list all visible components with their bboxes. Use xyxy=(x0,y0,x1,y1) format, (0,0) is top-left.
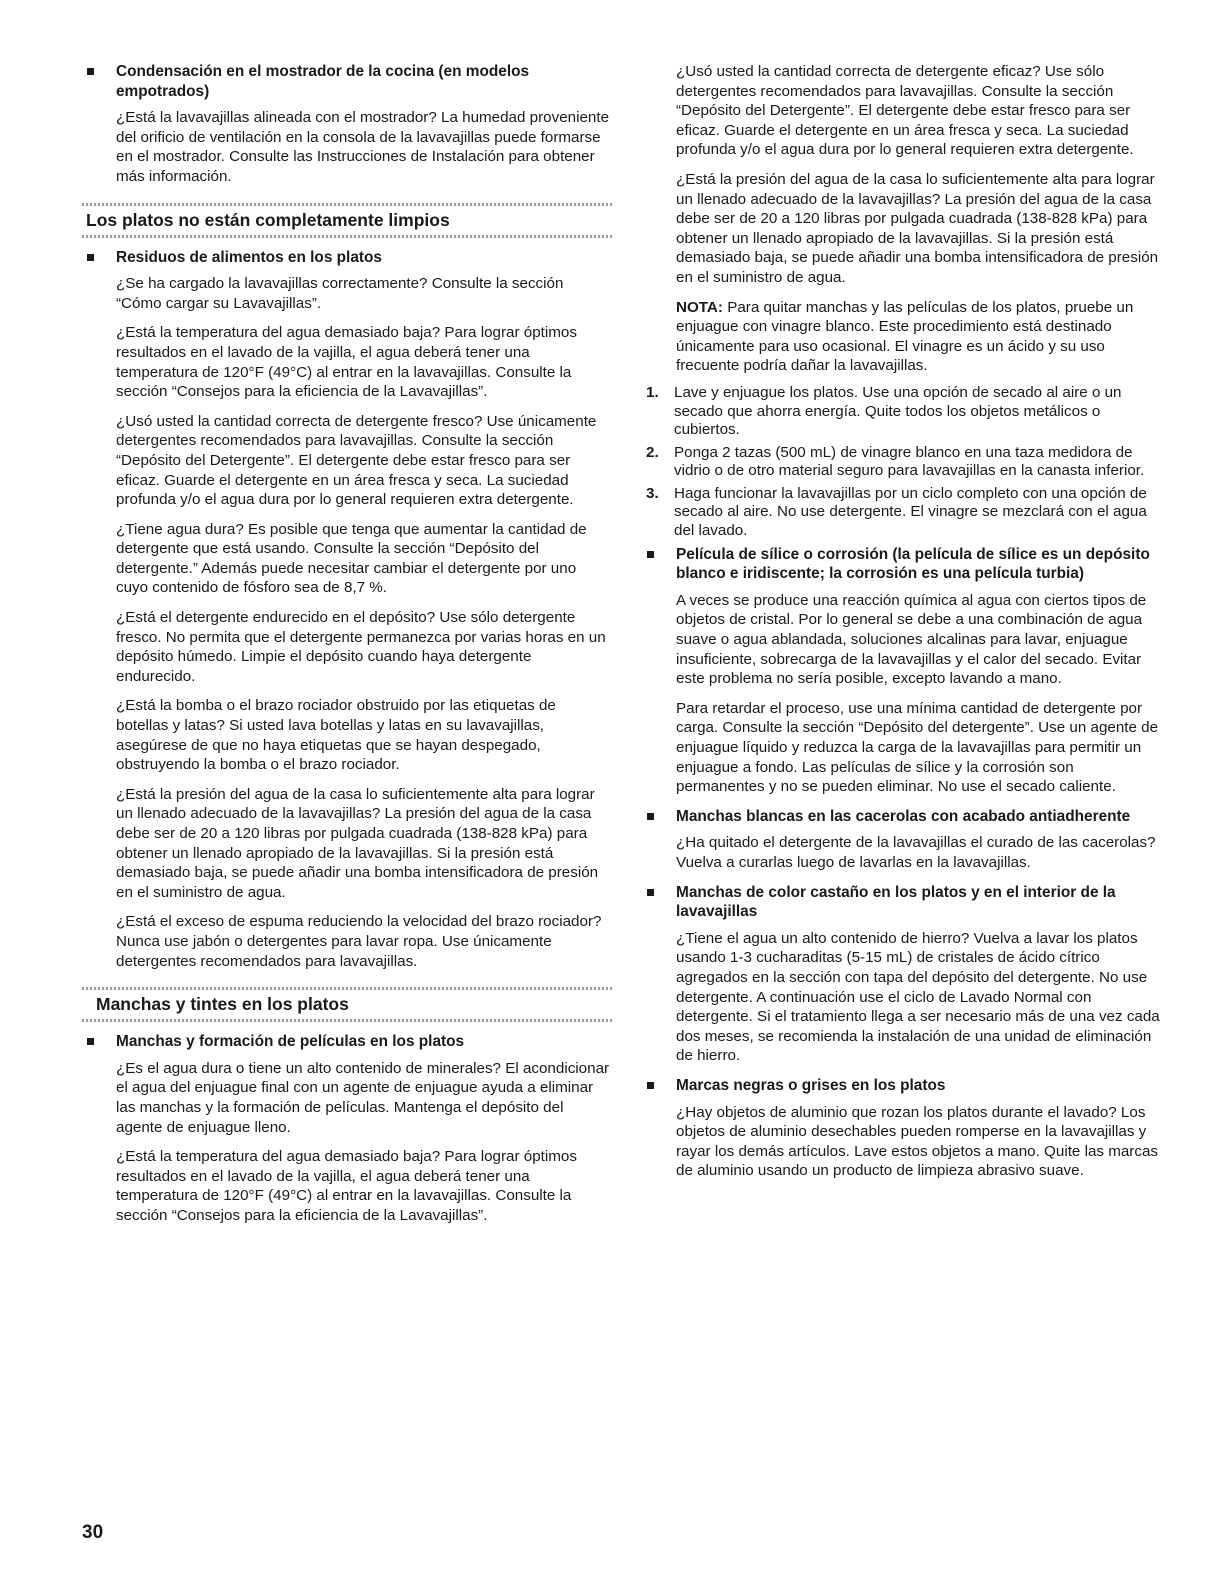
paragraph: ¿Es el agua dura o tiene un alto contenido de minerales? El acondicionar el agua del enjuague final con un agente de enjuague ayuda a eliminar las manchas y la formación de películas. Mantenga el depósito del agente de enjuague lleno. xyxy=(116,1059,610,1136)
paragraph: ¿Se ha cargado la lavavajillas correctamente? Consulte la sección “Cómo cargar su Lavavajillas”. xyxy=(116,275,564,312)
section-title: Los platos no están completamente limpios xyxy=(82,203,612,236)
paragraph: Para retardar el proceso, use una mínima cantidad de detergente por carga. Consulte la sección “Depósito del detergente”. Use un agente de enjuague líquido y reduzca la carga de la lavavajillas para permitir un enjuague a fondo. Las películas de sílice y la corrosión son permanentes y no se pueden eliminar. No use el secado caliente. xyxy=(676,699,1159,796)
dotted-rule xyxy=(82,987,612,990)
note-paragraph xyxy=(642,298,1162,376)
paragraph: ¿Está el exceso de espuma reduciendo la velocidad del brazo rociador? Nunca use jabón o detergentes para lavar ropa. Use únicamente detergentes recomendados para lavavajillas. xyxy=(116,913,602,970)
paragraph: ¿Está la temperatura del agua demasiado baja? Para lograr óptimos resultados en el lavado de la vajilla, el agua deberá tener una temperatura de 120°F (49°C) al entrar en la lavavajillas. Consulte la sección “Consejos para la eficiencia de la Lavavajillas”. xyxy=(116,324,577,401)
paragraph: ¿Tiene el agua un alto contenido de hierro? Vuelva a lavar los platos usando 1-3 cucharaditas (5-15 mL) de cristales de ácido cítrico agregados en la sección con tapa del depósito del detergente. No use detergente. A continuación use el ciclo de Lavado Normal con detergente. Si el tratamiento llega a ser necesario más de una vez cada dos meses, se recomienda la instalación de una unidad de eliminación de hierro. xyxy=(676,929,1160,1065)
list-item: 2. Ponga 2 tazas (500 mL) de vinagre blanco en una taza medidora de vidrio o de otro material seguro para lavavajillas en la canasta inferior. xyxy=(646,443,1145,480)
paragraph: ¿Está la presión del agua de la casa lo suficientemente alta para lograr un llenado adecuado de la lavavajillas? La presión del agua de la casa debe ser de 20 a 120 libras por pulgada cuadrada (138-828 kPa) para obtener un llenado apropiado de la lavavajillas. Si la presión está demasiado baja, se puede añadir una bomba intensificadora de presión en el suministro de agua. xyxy=(116,785,599,901)
bullet-square-icon xyxy=(87,1038,94,1045)
list-item: 3. Haga funcionar la lavavajillas por un ciclo completo con una opción de secado al aire. No use detergente. El vinagre se mezclará con el agua del lavado. xyxy=(646,484,1147,540)
paragraph: ¿Está la bomba o el brazo rociador obstruido por las etiquetas de botellas y latas? Si usted lava botellas y latas en su lavavajillas, asegúrese de que no haya etiquetas que se hayan despegado, obstruyendo la bomba o el brazo rociador. xyxy=(116,697,556,774)
paragraph: ¿Usó usted la cantidad correcta de detergente eficaz? Use sólo detergentes recomendados para lavavajillas. Consulte la sección “Depósito del Detergente”. El detergente debe estar fresco para ser eficaz. Guarde el detergente en un área fresca y seca. La suciedad profunda y/o el agua dura por lo general requieren extra detergente. xyxy=(676,63,1134,159)
bullet-square-icon xyxy=(647,1082,654,1089)
dotted-rule xyxy=(82,235,612,238)
bullet-square-icon xyxy=(87,68,94,75)
bullet-square-icon xyxy=(647,551,654,558)
paragraph: ¿Está la presión del agua de la casa lo suficientemente alta para lograr un llenado adecuado de la lavavajillas? La presión del agua de la casa debe ser de 20 a 120 libras por pulgada cuadrada (138-828 kPa) para obtener un llenado apropiado de la lavavajillas. Si la presión está demasiado baja, se puede añadir una bomba intensificadora de presión en el suministro de agua. xyxy=(676,170,1159,286)
numbered-steps xyxy=(642,384,1162,541)
section-title: Manchas y tintes en los platos xyxy=(82,987,612,1020)
paragraph: ¿Está la lavavajillas alineada con el mostrador? La humedad proveniente del orificio de ventilación en la consola de la lavavajillas puede formarse en el mostrador. Consulte las Instrucciones de Instalación para obtener más información. xyxy=(116,109,610,185)
bullet-heading: Marcas negras o grises en los platos xyxy=(642,1076,1162,1096)
paragraph: A veces se produce una reacción química al agua con ciertos tipos de objetos de cristal. Por lo general se debe a una combinación de agua suave o agua ablandada, soluciones alcalinas para lavar, enjuague insuficiente, sobrecarga de la lavavajillas y el calor del secado. Evitar este problema no sería posible, excepto lavando a mano. xyxy=(676,591,1147,688)
note-text: Para quitar manchas y las películas de los platos, pruebe un enjuague con vinagre blanco. Este procedimiento está destinado únicamente para uso ocasional. El vinagre es un ácido y su uso frecuente podría dañar la lavavajillas. xyxy=(676,298,1134,375)
page-number: 30 xyxy=(82,1522,104,1543)
bullet-square-icon xyxy=(647,889,654,896)
bullet-square-icon xyxy=(647,813,654,820)
dotted-rule xyxy=(82,203,612,206)
paragraph: ¿Ha quitado el detergente de la lavavajillas el curado de las cacerolas? Vuelva a curarlas luego de lavarlas en la lavavajillas. xyxy=(676,834,1156,871)
note-label: NOTA: xyxy=(676,298,723,316)
bullet-heading: Película de sílice o corrosión (la película de sílice es un depósito blanco e iridiscente; la corrosión es una película turbia) xyxy=(642,545,1162,584)
bullet-heading: Manchas blancas en las cacerolas con acabado antiadherente xyxy=(642,807,1162,827)
bullet-heading: Residuos de alimentos en los platos xyxy=(82,248,612,268)
bullet-heading: Manchas y formación de películas en los platos xyxy=(82,1032,612,1052)
bullet-heading: Manchas de color castaño en los platos y en el interior de la lavavajillas xyxy=(642,883,1162,922)
paragraph: ¿Está la temperatura del agua demasiado baja? Para lograr óptimos resultados en el lavado de la vajilla, el agua deberá tener una temperatura de 120°F (49°C) al entrar en la lavavajillas. Consulte la sección “Consejos para la eficiencia de la Lavavajillas”. xyxy=(116,1148,577,1224)
bullet-square-icon xyxy=(87,254,94,261)
paragraph: ¿Está el detergente endurecido en el depósito? Use sólo detergente fresco. No permita que el detergente permanezca por varias horas en un depósito húmedo. Limpie el depósito cuando haya detergente endurecido. xyxy=(116,609,606,685)
bullet-heading: Condensación en el mostrador de la cocina (en modelos empotrados) xyxy=(82,62,612,101)
paragraph: ¿Tiene agua dura? Es posible que tenga que aumentar la cantidad de detergente que está usando. Consulte la sección “Depósito del detergente.” Además puede necesitar cambiar el detergente por uno cuyo contenido de fósforo sea de 8,7 %. xyxy=(116,520,587,597)
right-column xyxy=(642,62,1162,1181)
list-item: 1. Lave y enjuague los platos. Use una opción de secado al aire o un secado que ahorra energía. Quite todos los objetos metálicos o cubiertos. xyxy=(646,383,1122,439)
paragraph: ¿Hay objetos de aluminio que rozan los platos durante el lavado? Los objetos de aluminio desechables pueden romperse en la lavavajillas y rayar los demás artículos. Lave estos objetos a mano. Quite las marcas de aluminio usando un producto de limpieza abrasivo suave. xyxy=(676,1103,1159,1180)
dotted-rule xyxy=(82,1019,612,1022)
paragraph: ¿Usó usted la cantidad correcta de detergente fresco? Use únicamente detergentes recomendados para lavavajillas. Consulte la sección “Depósito del Detergente”. El detergente debe estar fresco para ser eficaz. Guarde el detergente en un área fresca y seca. La suciedad profunda y/o el agua dura por lo general requieren extra detergente. xyxy=(116,412,597,509)
left-column xyxy=(82,62,612,1226)
